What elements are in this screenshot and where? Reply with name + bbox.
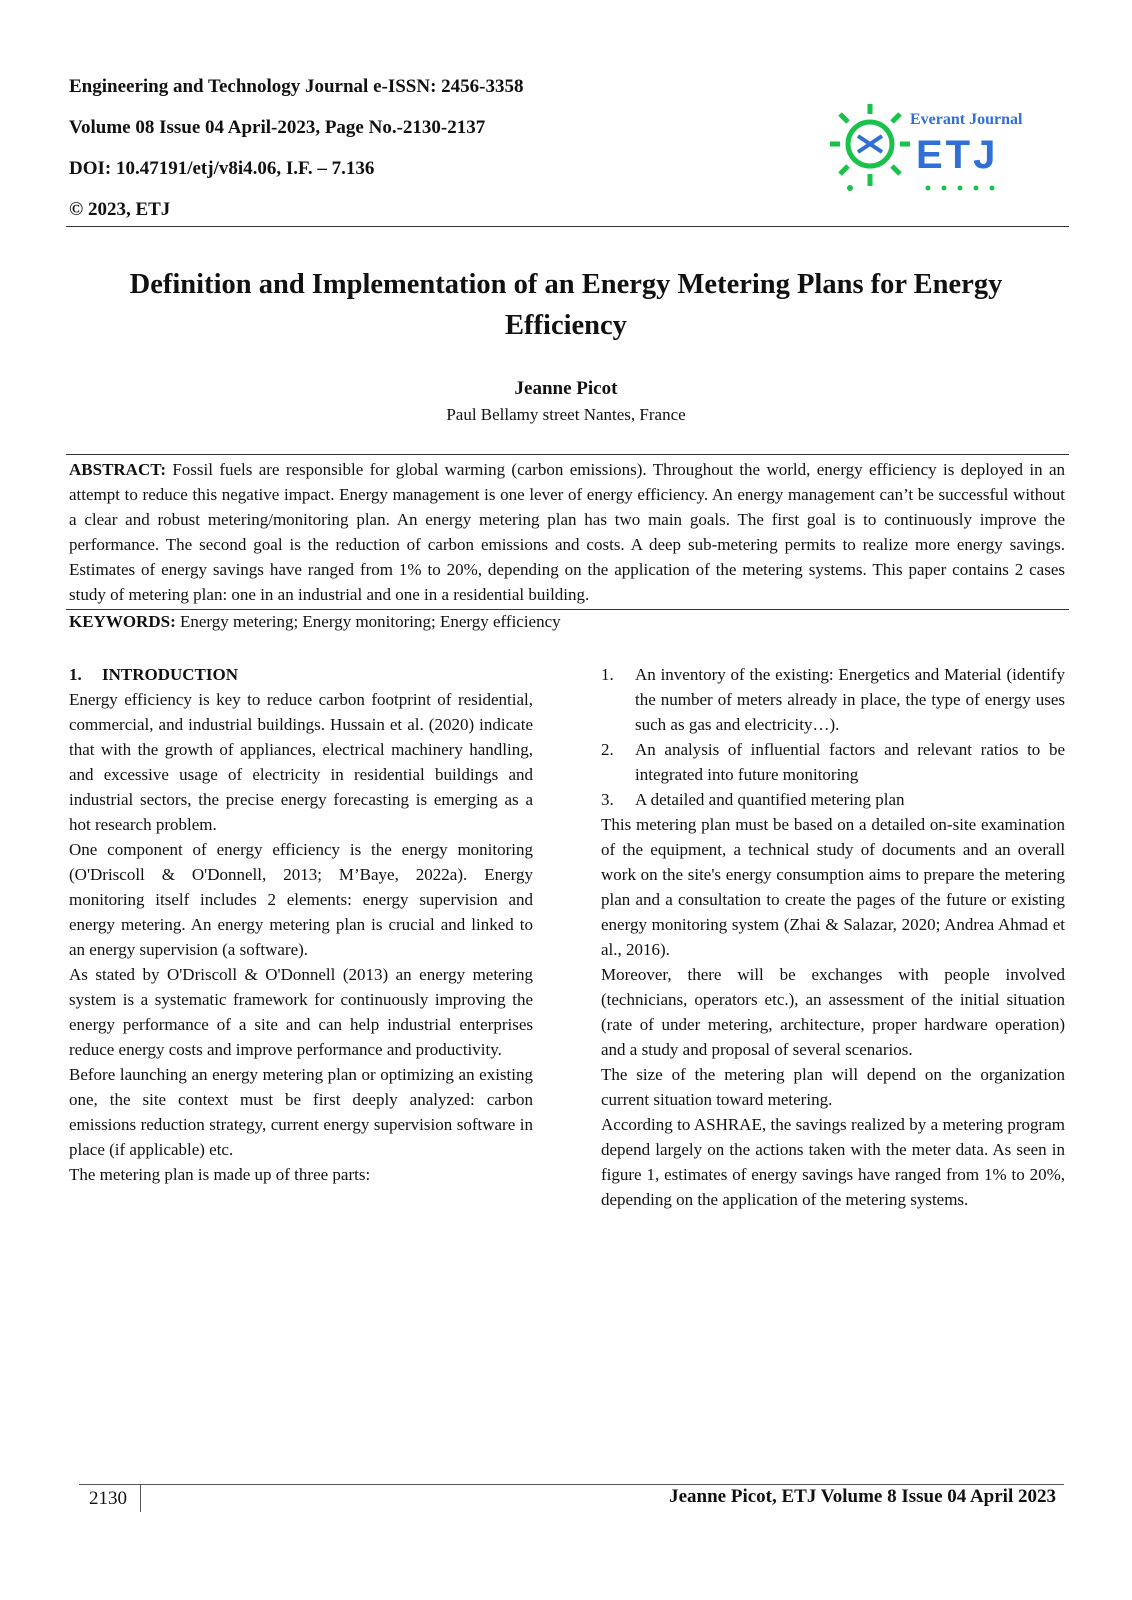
list-item-number: 1. (601, 665, 614, 684)
journal-copyright: © 2023, ETJ (69, 199, 171, 220)
metering-parts-list (601, 662, 1065, 812)
section-heading (69, 662, 533, 687)
logo-journal-text: Everant Journal (910, 111, 1023, 128)
abstract (69, 457, 1065, 607)
list-item-number: 2. (601, 740, 614, 759)
keywords-text: Energy metering; Energy monitoring; Energy efficiency (179, 612, 561, 631)
section-title: INTRODUCTION (102, 665, 239, 684)
paragraph: The size of the metering plan will depend on the organization current situation toward metering. (601, 1065, 1065, 1109)
paragraph: The metering plan is made up of three parts: (69, 1165, 371, 1184)
list-item-text: An inventory of the existing: Energetics and Material (identify the number of meters already in place, the type of energy uses such as gas and electricity…). (635, 665, 1065, 734)
abstract-bottom-rule (66, 609, 1069, 610)
journal-name: Engineering and Technology Journal e-ISSN: 2456-3358 (69, 76, 524, 97)
running-footer: Jeanne Picot, ETJ Volume 8 Issue 04 April 2023 (669, 1486, 1056, 1507)
paragraph: Before launching an energy metering plan or optimizing an existing one, the site context must be first deeply analyzed: carbon emissions reduction strategy, current energy supervision software in place (if applicable) etc. (69, 1065, 533, 1159)
abstract-top-rule (66, 454, 1069, 455)
left-column (69, 662, 533, 1187)
paragraph: One component of energy efficiency is the energy monitoring (O'Driscoll & O'Donnell, 2013; M’Baye, 2022a). Energy monitoring itself includes 2 elements: energy supervision and energy metering. An energy metering plan is crucial and linked to an energy supervision (a software). (69, 840, 533, 959)
section-number: 1. (69, 665, 82, 684)
list-item-text: An analysis of influential factors and relevant ratios to be integrated into future monitoring (635, 740, 1065, 784)
journal-volume: Volume 08 Issue 04 April-2023, Page No.-2130-2137 (69, 117, 486, 138)
gear-icon (830, 104, 910, 186)
keywords-label: KEYWORDS: (69, 612, 176, 631)
list-item (601, 737, 1065, 787)
journal-doi: DOI: 10.47191/etj/v8i4.06, I.F. – 7.136 (69, 158, 375, 179)
footer-rule (79, 1484, 1064, 1485)
paragraph: According to ASHRAE, the savings realized by a metering program depend largely on the actions taken with the meter data. As seen in figure 1, estimates of energy savings have ranged from 1% to 20%, depending on the application of the metering systems. (601, 1115, 1065, 1209)
list-item-number: 3. (601, 790, 614, 809)
paper-title: Definition and Implementation of an Energy Metering Plans for Energy Efficiency (129, 269, 1003, 341)
journal-header (69, 66, 524, 230)
keywords (69, 612, 561, 632)
paragraph: Moreover, there will be exchanges with people involved (technicians, operators etc.), an assessment of the initial situation (rate of under metering, architecture, proper hardware operation) and a study and proposal of several scenarios. (601, 965, 1065, 1059)
logo-etj-text: ETJ (916, 133, 999, 177)
header-rule (66, 226, 1069, 227)
right-column (601, 662, 1065, 1212)
paragraph: This metering plan must be based on a detailed on-site examination of the equipment, a technical study of documents and an overall work on the site's energy consumption aims to prepare the metering plan and a consultation to create the pages of the future or existing energy monitoring system (Zhai & Salazar, 2020; Andrea Ahmad et al., 2016). (601, 815, 1065, 959)
etj-logo (830, 96, 1040, 200)
abstract-text: Fossil fuels are responsible for global warming (carbon emissions). Throughout the world, energy efficiency is deployed in an attempt to reduce this negative impact. Energy management is one lever of energy efficiency. An energy management can’t be successful without a clear and robust metering/monitoring plan. An energy metering plan has two main goals. The first goal is to continuously improve the performance. The second goal is the reduction of carbon emissions and costs. A deep sub-metering permits to realize more energy savings. Estimates of energy savings have ranged from 1% to 20%, depending on the application of the metering systems. This paper contains 2 cases study of metering plan: one in an industrial and one in a residential building. (69, 460, 1066, 604)
list-item (601, 787, 1065, 812)
list-item-text: A detailed and quantified metering plan (635, 790, 905, 809)
footer-divider (140, 1484, 141, 1512)
author-name: Jeanne Picot (514, 378, 618, 399)
author-affiliation: Paul Bellamy street Nantes, France (446, 405, 686, 424)
paragraph: As stated by O'Driscoll & O'Donnell (2013) an energy metering system is a systematic framework for continuously improving the energy performance of a site and can help industrial enterprises reduce energy costs and improve performance and productivity. (69, 965, 533, 1059)
page-number: 2130 (89, 1488, 127, 1509)
list-item (601, 662, 1065, 737)
abstract-label: ABSTRACT: (69, 460, 166, 479)
paragraph: Energy efficiency is key to reduce carbon footprint of residential, commercial, and industrial buildings. Hussain et al. (2020) indicate that with the growth of appliances, electrical machinery handling, and excessive usage of electricity in residential buildings and industrial sectors, the precise energy forecasting is emerging as a hot research problem. (69, 690, 533, 834)
